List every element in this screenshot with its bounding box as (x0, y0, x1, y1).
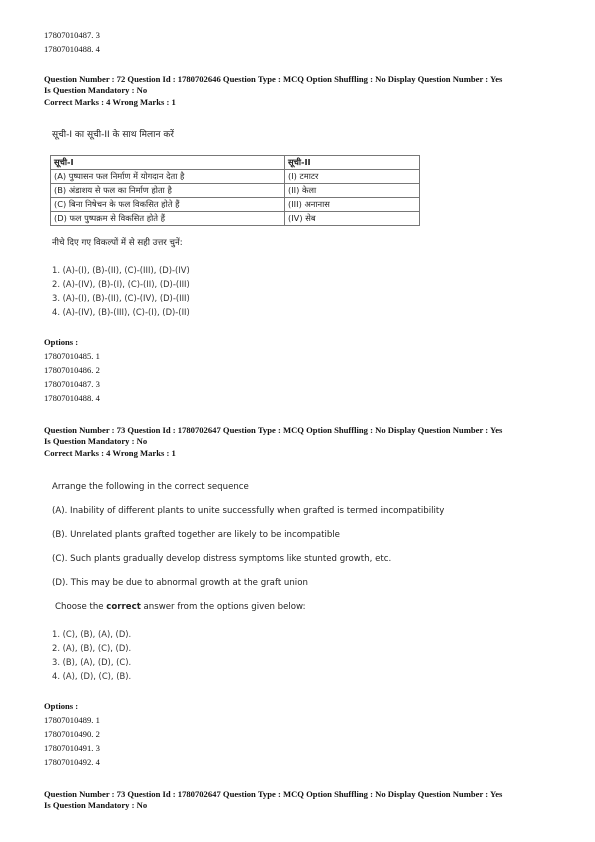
table-cell: (C) बिना निषेचन के फल विकसित होते हैं (51, 198, 285, 212)
question-marks: Correct Marks : 4 Wrong Marks : 1 (44, 448, 176, 458)
instruction-text: answer from the options given below: (140, 602, 306, 612)
question-instruction (55, 602, 306, 613)
column-header: सूची-I (51, 156, 285, 170)
answer-choice: 2. (A), (B), (C), (D). (52, 643, 132, 653)
table-cell: (D) फल पुष्पक्रम से विकसित होते हैं (51, 212, 285, 226)
answer-choice: 3. (A)-(I), (B)-(II), (C)-(IV), (D)-(III) (52, 293, 190, 303)
table-cell: (II) केला (285, 184, 420, 198)
table-cell: (A) पुष्पासन फल निर्माण में योगदान देता है (51, 170, 285, 184)
column-header: सूची-II (285, 156, 420, 170)
answer-choice: 4. (A)-(IV), (B)-(III), (C)-(I), (D)-(II) (52, 307, 190, 317)
statement: (A). Inability of different plants to unite successfully when grafted is termed incompatibility (52, 506, 445, 516)
match-table (50, 155, 420, 226)
table-cell: (B) अंडाशय से फल का निर्माण होता है (51, 184, 285, 198)
option-id-line: 17807010488. 4 (44, 44, 100, 54)
statement: (C). Such plants gradually develop distress symptoms like stunted growth, etc. (52, 554, 392, 564)
option-id-line: 17807010487. 3 (44, 379, 100, 389)
question-header: Question Number : 73 Question Id : 1780702647 Question Type : MCQ Option Shuffling : No Display Question Number : Yes (44, 789, 503, 799)
table-row (51, 184, 420, 198)
answer-choice: 3. (B), (A), (D), (C). (52, 657, 132, 667)
table-cell: (I) टमाटर (285, 170, 420, 184)
answer-choice: 4. (A), (D), (C), (B). (52, 671, 132, 681)
answer-choice: 1. (C), (B), (A), (D). (52, 629, 132, 639)
question-mandatory: Is Question Mandatory : No (44, 800, 148, 810)
option-id-line: 17807010490. 2 (44, 729, 100, 739)
statement: (D). This may be due to abnormal growth at the graft union (52, 578, 308, 588)
option-id-line: 17807010485. 1 (44, 351, 100, 361)
instruction-emphasis: correct (106, 602, 141, 612)
question-prompt: सूची-I का सूची-II के साथ मिलान करें (52, 130, 174, 140)
table-row (51, 212, 420, 226)
option-id-line: 17807010491. 3 (44, 743, 100, 753)
table-row (51, 170, 420, 184)
options-label: Options : (44, 337, 79, 347)
table-header-row (51, 156, 420, 170)
question-prompt: Arrange the following in the correct sequence (52, 482, 249, 492)
table-row (51, 198, 420, 212)
question-mandatory: Is Question Mandatory : No (44, 436, 148, 446)
instruction-text: Choose the (55, 602, 107, 612)
answer-choice: 2. (A)-(IV), (B)-(I), (C)-(II), (D)-(III) (52, 279, 190, 289)
question-instruction: नीचे दिए गए विकल्पों में से सही उत्तर चुनें: (52, 238, 183, 248)
question-marks: Correct Marks : 4 Wrong Marks : 1 (44, 97, 176, 107)
option-id-line: 17807010488. 4 (44, 393, 100, 403)
option-id-line: 17807010487. 3 (44, 30, 100, 40)
options-label: Options : (44, 701, 79, 711)
option-id-line: 17807010489. 1 (44, 715, 100, 725)
question-header: Question Number : 72 Question Id : 1780702646 Question Type : MCQ Option Shuffling : No Display Question Number : Yes (44, 74, 503, 84)
table-cell: (IV) सेब (285, 212, 420, 226)
question-mandatory: Is Question Mandatory : No (44, 85, 148, 95)
table-cell: (III) अनानास (285, 198, 420, 212)
question-header: Question Number : 73 Question Id : 1780702647 Question Type : MCQ Option Shuffling : No Display Question Number : Yes (44, 425, 503, 435)
option-id-line: 17807010492. 4 (44, 757, 100, 767)
answer-choice: 1. (A)-(I), (B)-(II), (C)-(III), (D)-(IV) (52, 265, 190, 275)
statement: (B). Unrelated plants grafted together are likely to be incompatible (52, 530, 340, 540)
option-id-line: 17807010486. 2 (44, 365, 100, 375)
